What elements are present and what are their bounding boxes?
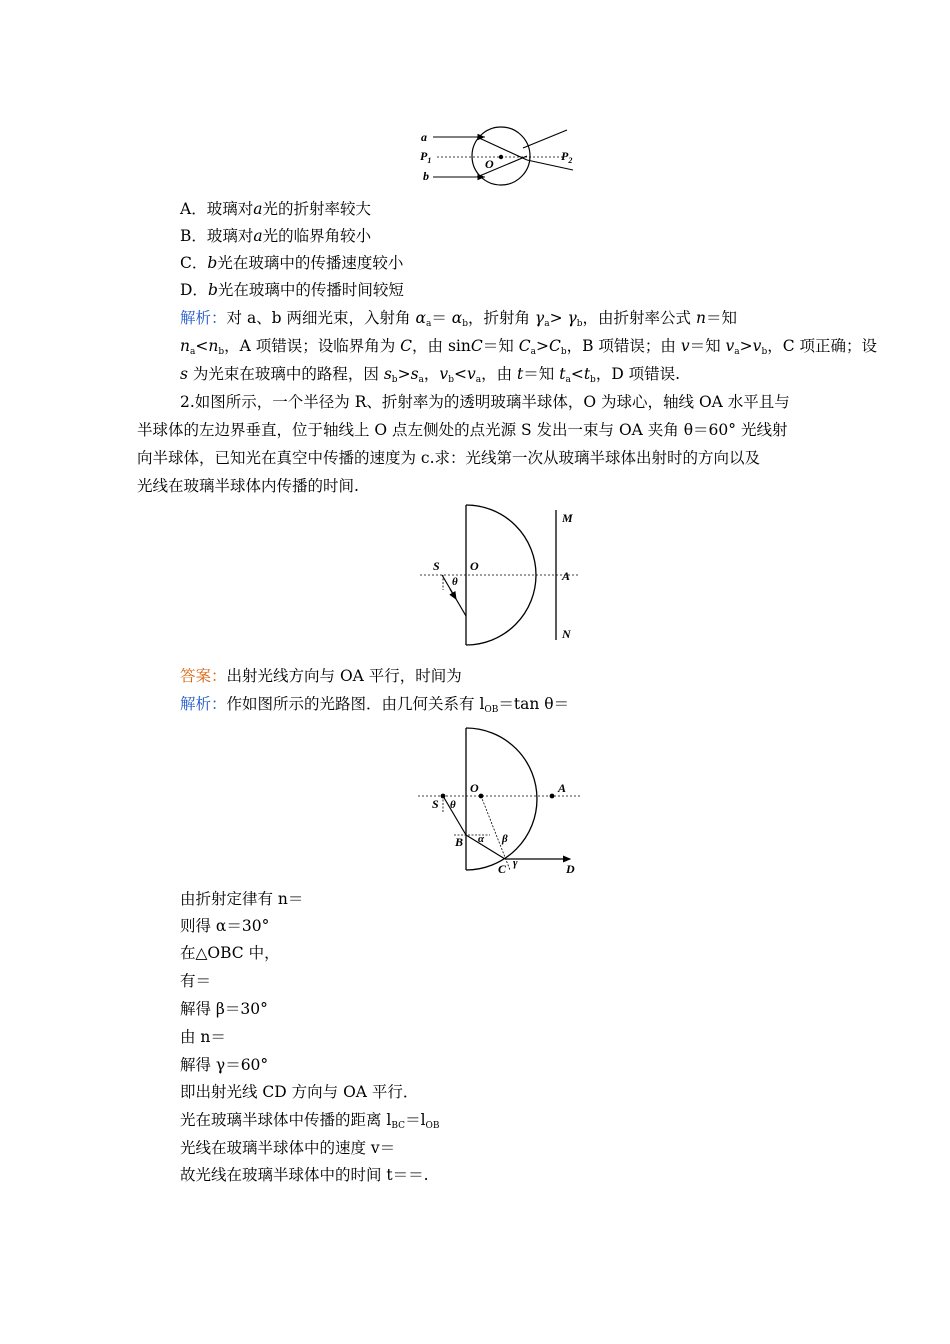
- step-5: 解得 β＝30°: [180, 1000, 268, 1018]
- figure-3-light-path: [410, 720, 590, 880]
- svg-text:S: S: [432, 797, 439, 811]
- label-p2: $P_2$: [561, 149, 573, 165]
- svg-text:M: M: [562, 511, 573, 525]
- svg-text:B: B: [455, 835, 464, 849]
- center-o-dot: [499, 155, 503, 159]
- svg-text:θ: θ: [452, 576, 458, 588]
- ray-b-exit: [523, 130, 567, 148]
- label-o: O: [485, 157, 494, 171]
- step-8: 即出射光线 CD 方向与 OA 平行．: [180, 1083, 419, 1101]
- answer-label: 答案：: [180, 667, 227, 685]
- svg-text:D: D: [566, 862, 575, 876]
- analysis1-line1: 解析：对 a、b 两细光束，入射角 $\alpha_a= \alpha_b$，折射角 $\gamma_a> \gamma_b$，由折射率公式 n＝知: [180, 309, 737, 329]
- analysis1-line3: s 为光束在玻璃中的路程，因 $s_b>s_a$，$v_b<v_a$，由 t＝知 $t_a<t_b$，D 项错误.: [180, 365, 681, 385]
- option-d: D．b光在玻璃中的传播时间较短: [180, 281, 404, 299]
- step-10: 光线在玻璃半球体中的速度 v＝: [180, 1139, 396, 1157]
- svg-text:S: S: [433, 559, 440, 573]
- svg-text:α: α: [478, 833, 485, 845]
- problem2-line1: 2.如图所示，一个半径为 R、折射率为的透明玻璃半球体，O 为球心，轴线 OA 水平且与: [180, 393, 790, 411]
- svg-text:A: A: [562, 569, 571, 583]
- analysis-label-2: 解析：: [180, 695, 227, 713]
- step-3: 在△OBC 中，: [180, 944, 280, 962]
- figure-1-refraction-circle: [415, 120, 585, 190]
- figure-2-hemisphere: [410, 500, 590, 650]
- svg-text:C: C: [498, 862, 507, 876]
- option-a: A．玻璃对a光的折射率较大: [180, 200, 371, 218]
- svg-text:A: A: [558, 781, 567, 795]
- svg-text:O: O: [470, 781, 479, 795]
- option-b: B．玻璃对a光的临界角较小: [180, 227, 372, 245]
- analysis-label: 解析：: [180, 309, 227, 327]
- option-c: C．b光在玻璃中的传播速度较小: [180, 254, 404, 272]
- step-1: 由折射定律有 n＝: [180, 890, 304, 908]
- label-b: b: [423, 169, 429, 183]
- step-11: 故光线在玻璃半球体中的时间 t＝＝.: [180, 1166, 429, 1184]
- svg-text:γ: γ: [513, 857, 518, 869]
- step-4: 有＝: [180, 972, 212, 990]
- analysis2-line: 解析：作如图所示的光路图．由几何关系有 $l_{OB}=\tan$ θ＝: [180, 695, 570, 715]
- svg-text:θ: θ: [450, 799, 456, 811]
- problem2-line3: 向半球体，已知光在真空中传播的速度为 c.求：光线第一次从玻璃半球体出射时的方向以及: [137, 449, 761, 467]
- problem2-line2: 半球体的左边界垂直，位于轴线上 O 点左侧处的点光源 S 发出一束与 OA 夹角 θ＝60° 光线射: [137, 421, 788, 439]
- label-p1: $P_1$: [420, 149, 432, 165]
- step-7: 解得 γ＝60°: [180, 1056, 269, 1074]
- answer-line: 答案：出射光线方向与 OA 平行，时间为: [180, 667, 462, 685]
- analysis1-line2: $n_a<n_b$，A 项错误；设临界角为 C，由 sinC＝知 $C_a>C_b$，B 项错误；由 v＝知 $v_a>v_b$，C 项正确；设: [180, 337, 877, 357]
- step-6: 由 n＝: [180, 1028, 226, 1046]
- svg-text:β: β: [502, 833, 508, 845]
- step-2: 则得 α＝30°: [180, 917, 270, 935]
- problem2-line4: 光线在玻璃半球体内传播的时间.: [137, 477, 359, 495]
- svg-text:N: N: [562, 627, 571, 641]
- ray-b-c: [466, 835, 505, 859]
- svg-text:O: O: [470, 559, 479, 573]
- label-a: a: [421, 130, 427, 144]
- step-9: 光在玻璃半球体中传播的距离 $l_{BC}=l_{OB}$: [180, 1111, 440, 1131]
